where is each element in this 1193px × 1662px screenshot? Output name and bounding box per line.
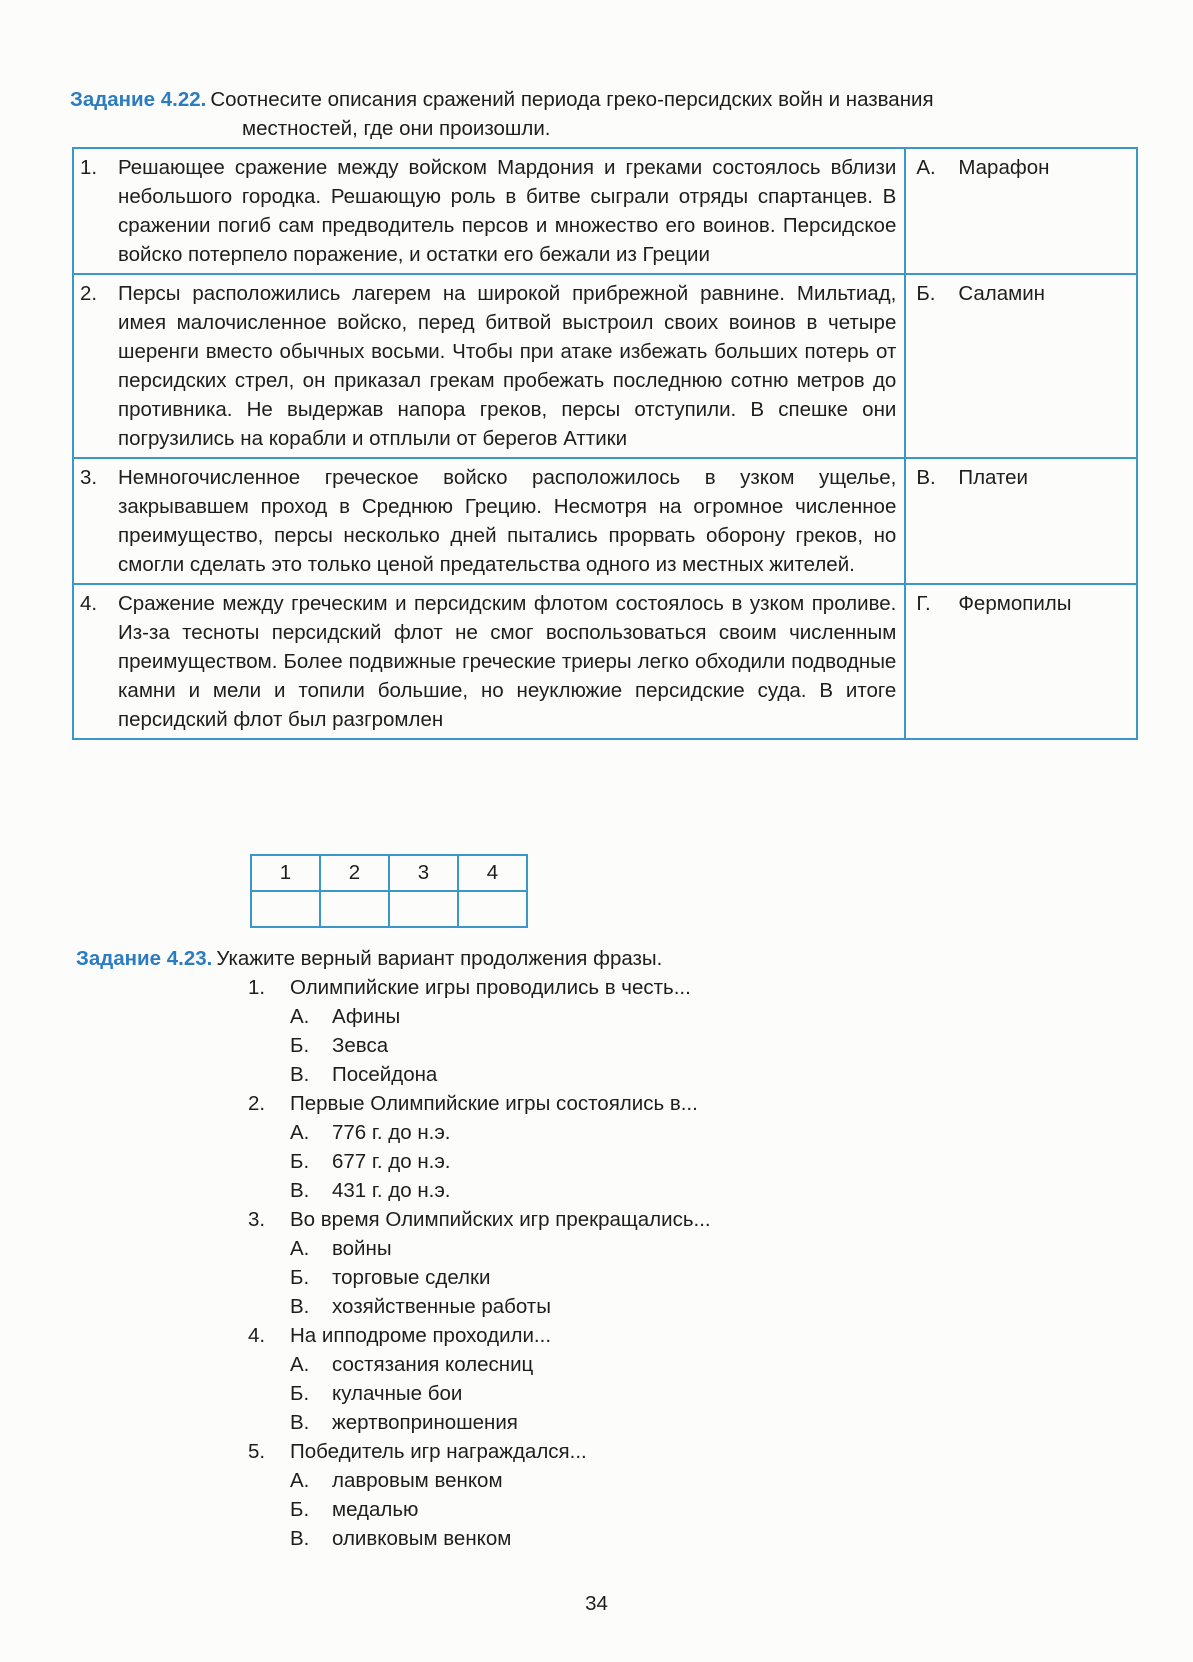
answer-option[interactable]	[248, 1031, 1048, 1060]
description-cell	[73, 274, 905, 458]
option-letter: В.	[290, 1179, 310, 1202]
place-cell	[905, 458, 1137, 584]
option-text: Зевса	[332, 1034, 389, 1057]
place-name: Фермопилы	[958, 592, 1072, 615]
option-text: 431 г. до н.э.	[332, 1179, 451, 1202]
answer-option[interactable]	[248, 1350, 1048, 1379]
task-4-22-text-line1: Соотнесите описания сражений периода греко-персидских войн и названия	[210, 88, 934, 111]
battle-description: Немногочисленное греческое войско расположилось в узком ущелье, закрывавшем проход в Среднюю Грецию. Несмотря на огромное численное преимущество, персы несколько дней пытались прорвать оборону греков, но смогли сделать это только ценой предательства одного из местных жителей.	[118, 466, 897, 576]
answer-option[interactable]	[248, 1379, 1048, 1408]
place-cell	[905, 148, 1137, 274]
option-letter: А.	[290, 1005, 310, 1028]
answer-grid-header: 4	[458, 855, 527, 891]
answer-cell-4[interactable]	[458, 891, 527, 927]
answer-option[interactable]	[248, 1408, 1048, 1437]
option-text: лавровым венком	[332, 1469, 503, 1492]
option-letter: В.	[290, 1063, 310, 1086]
option-letter: В.	[290, 1295, 310, 1318]
option-text: войны	[332, 1237, 392, 1260]
question-number: 5.	[248, 1440, 266, 1463]
answer-option[interactable]	[248, 1118, 1048, 1147]
question-text: Первые Олимпийские игры состоялись в...	[290, 1092, 698, 1115]
battle-matching-table	[72, 147, 1138, 740]
answer-option[interactable]	[248, 1263, 1048, 1292]
option-letter: Б.	[290, 1498, 310, 1521]
option-text: хозяйственные работы	[332, 1295, 551, 1318]
task-4-22-text-line2: местностей, где они произошли.	[242, 117, 551, 140]
option-letter: В.	[916, 466, 936, 489]
row-number: 1.	[80, 156, 98, 179]
option-text: Афины	[332, 1005, 401, 1028]
task-4-22-heading	[70, 85, 1132, 143]
option-text: 677 г. до н.э.	[332, 1150, 451, 1173]
answer-option[interactable]	[248, 1524, 1048, 1553]
option-text: медалью	[332, 1498, 419, 1521]
option-letter: А.	[290, 1237, 310, 1260]
option-letter: А.	[290, 1353, 310, 1376]
option-letter: Б.	[916, 282, 936, 305]
answer-grid-header: 1	[251, 855, 320, 891]
question-item	[248, 1321, 1048, 1437]
question-list	[248, 973, 1048, 1553]
answer-option[interactable]	[248, 1176, 1048, 1205]
answer-cell-1[interactable]	[251, 891, 320, 927]
answer-option[interactable]	[248, 1002, 1048, 1031]
question-text: Победитель игр награждался...	[290, 1440, 587, 1463]
question-number: 4.	[248, 1324, 266, 1347]
question-item	[248, 1437, 1048, 1553]
description-cell	[73, 148, 905, 274]
option-letter: Б.	[290, 1034, 310, 1057]
task-4-23-heading	[76, 944, 1116, 973]
table-row	[73, 458, 1137, 584]
question-item	[248, 1089, 1048, 1205]
option-letter: А.	[916, 156, 936, 179]
table-row	[73, 148, 1137, 274]
battle-description: Персы расположились лагерем на широкой прибрежной равнине. Мильтиад, имея малочисленное войско, перед битвой выстроил своих воинов в четыре шеренги вместо обычных восьми. Чтобы при атаке избежать больших потерь от персидских стрел, он приказал грекам пробежать последнюю сотню метров до противника. Не выдержав напора греков, персы отступили. В спешке они погрузились на корабли и отплыли от берегов Аттики	[118, 282, 897, 450]
question-item	[248, 1205, 1048, 1321]
task-4-23-label: Задание 4.23.	[76, 947, 213, 970]
option-text: Посейдона	[332, 1063, 438, 1086]
table-row	[73, 274, 1137, 458]
question-text: Олимпийские игры проводились в честь...	[290, 976, 691, 999]
answer-grid-header: 3	[389, 855, 458, 891]
answer-grid	[250, 854, 528, 928]
task-4-23-text: Укажите верный вариант продолжения фразы.	[216, 947, 663, 970]
answer-option[interactable]	[248, 1234, 1048, 1263]
option-text: состязания колесниц	[332, 1353, 534, 1376]
answer-option[interactable]	[248, 1060, 1048, 1089]
option-letter: А.	[290, 1121, 310, 1144]
answer-option[interactable]	[248, 1466, 1048, 1495]
option-letter: А.	[290, 1469, 310, 1492]
question-text: На ипподроме проходили...	[290, 1324, 552, 1347]
question-number: 3.	[248, 1208, 266, 1231]
battle-description: Сражение между греческим и персидским флотом состоялось в узком проливе. Из-за тесноты персидский флот не смог воспользоваться своим численным преимуществом. Более подвижные греческие триеры легко обходили подводные камни и мели и топили большие, но неуклюжие персидские суда. В итоге персидский флот был разгромлен	[118, 592, 897, 731]
question-item	[248, 973, 1048, 1089]
answer-cell-2[interactable]	[320, 891, 389, 927]
place-name: Саламин	[958, 282, 1046, 305]
option-letter: В.	[290, 1527, 310, 1550]
option-letter: Г.	[916, 592, 931, 615]
description-cell	[73, 458, 905, 584]
option-text: 776 г. до н.э.	[332, 1121, 451, 1144]
option-letter: Б.	[290, 1382, 310, 1405]
answer-grid-header-row	[251, 855, 527, 891]
option-text: жертвоприношения	[332, 1411, 518, 1434]
question-number: 2.	[248, 1092, 266, 1115]
battle-description: Решающее сражение между войском Мардония и греками состоялось вблизи небольшого городка. Решающую роль в битве сыграли отряды спартанцев. В сражении погиб сам предводитель персов и множество его воинов. Персидское войско потерпело поражение, и остатки его бежали из Греции	[118, 156, 897, 266]
answer-grid-input-row	[251, 891, 527, 927]
row-number: 2.	[80, 282, 98, 305]
page-number: 34	[585, 1592, 608, 1615]
task-4-22-label: Задание 4.22.	[70, 88, 207, 111]
description-cell	[73, 584, 905, 739]
answer-option[interactable]	[248, 1147, 1048, 1176]
option-letter: В.	[290, 1411, 310, 1434]
option-letter: Б.	[290, 1150, 310, 1173]
table-row	[73, 584, 1137, 739]
answer-option[interactable]	[248, 1495, 1048, 1524]
answer-cell-3[interactable]	[389, 891, 458, 927]
answer-option[interactable]	[248, 1292, 1048, 1321]
option-letter: Б.	[290, 1266, 310, 1289]
option-text: торговые сделки	[332, 1266, 491, 1289]
place-name: Марафон	[958, 156, 1050, 179]
question-text: Во время Олимпийских игр прекращались...	[290, 1208, 711, 1231]
option-text: оливковым венком	[332, 1527, 512, 1550]
row-number: 3.	[80, 466, 98, 489]
option-text: кулачные бои	[332, 1382, 463, 1405]
answer-grid-header: 2	[320, 855, 389, 891]
place-cell	[905, 584, 1137, 739]
row-number: 4.	[80, 592, 98, 615]
place-name: Платеи	[958, 466, 1029, 489]
question-number: 1.	[248, 976, 266, 999]
place-cell	[905, 274, 1137, 458]
